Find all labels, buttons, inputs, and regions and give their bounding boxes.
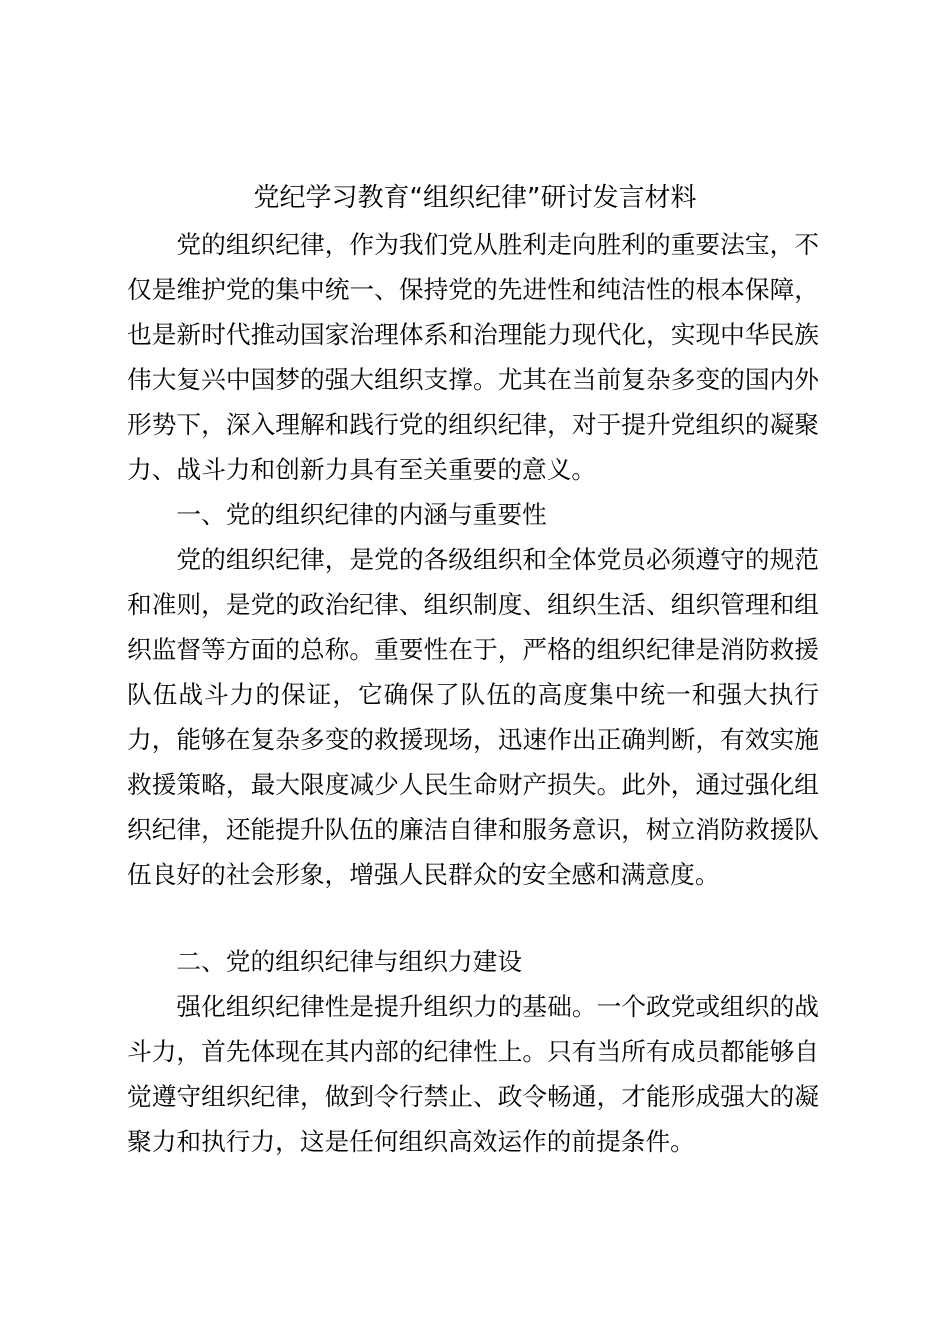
section-heading-2: 二、党的组织纪律与组织力建设 [176,947,523,976]
section-heading-1: 一、党的组织纪律的内涵与重要性 [176,500,547,529]
document-title: 党纪学习教育“组织纪律”研讨发言材料 [253,183,697,213]
intro-paragraph: 党的组织纪律，作为我们党从胜利走向胜利的重要法宝，不仅是维护党的集中统一、保持党的先进性和纯洁性的根本保障，也是新时代推动国家治理体系和治理能力现代化，实现中华民族伟大复兴中国梦的强大组织支撑。尤其在当前复杂多变的国内外形势下，深入理解和践行党的组织纪律，对于提升党组织的凝聚力、战斗力和创新力具有至关重要的意义。 [127,230,819,484]
section-paragraph-1: 党的组织纪律，是党的各级组织和全体党员必须遵守的规范和准则，是党的政治纪律、组织制度、组织生活、组织管理和组织监督等方面的总称。重要性在于，严格的组织纪律是消防救援队伍战斗力的保证，它确保了队伍的高度集中统一和强大执行力，能够在复杂多变的救援现场，迅速作出正确判断，有效实施救援策略，最大限度减少人民生命财产损失。此外，通过强化组织纪律，还能提升队伍的廉洁自律和服务意识，树立消防救援队伍良好的社会形象，增强人民群众的安全感和满意度。 [127,545,819,889]
section-paragraph-2: 强化组织纪律性是提升组织力的基础。一个政党或组织的战斗力，首先体现在其内部的纪律性上。只有当所有成员都能够自觉遵守组织纪律，做到令行禁止、政令畅通，才能形成强大的凝聚力和执行力，这是任何组织高效运作的前提条件。 [127,992,819,1156]
